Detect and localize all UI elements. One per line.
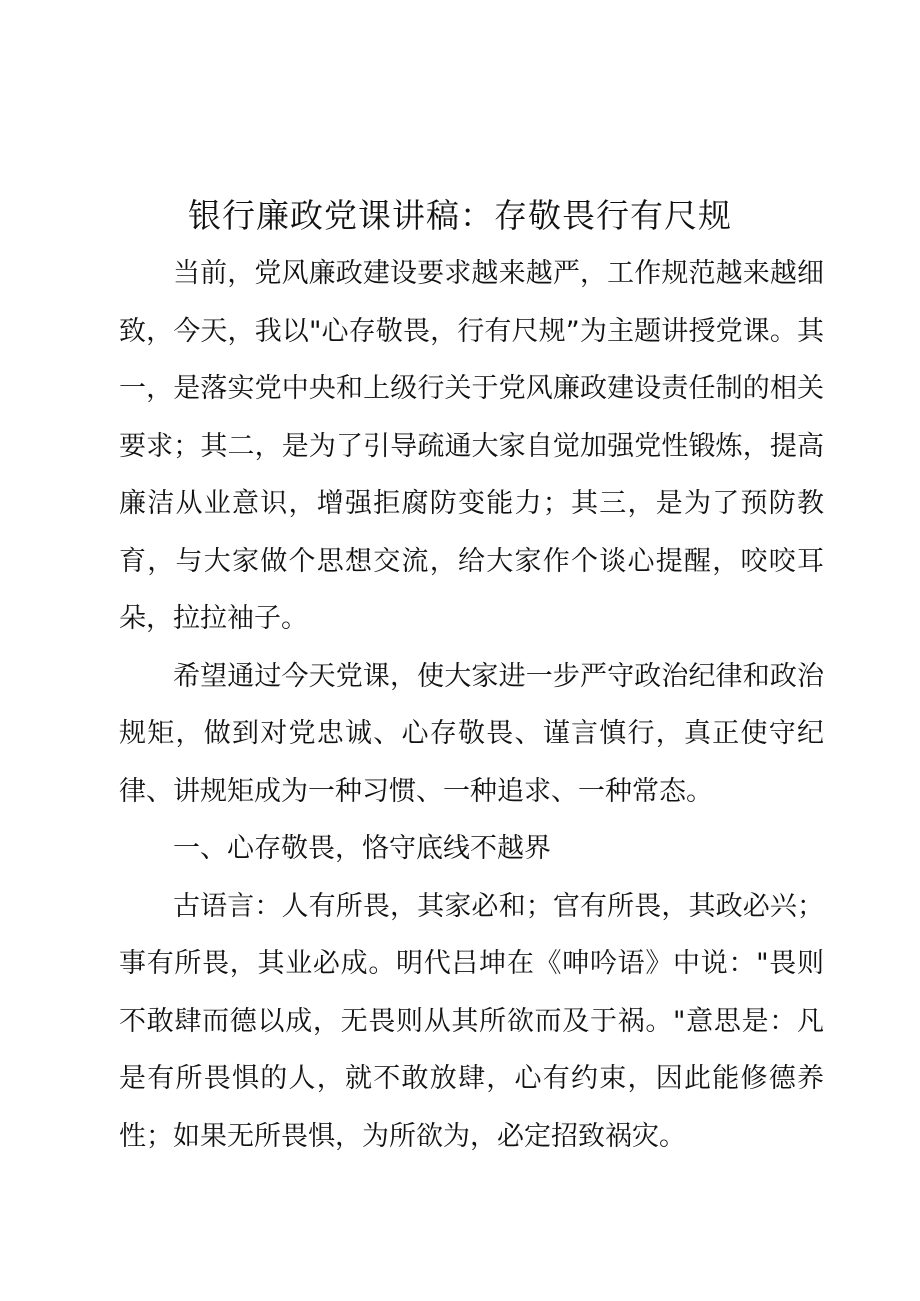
paragraph-hope: 希望通过今天党课，使大家进一步严守政治纪律和政治规矩，做到对党忠诚、心存敬畏、谨言慎行，真正使守纪律、讲规矩成为一种习惯、一种追求、一种常态。 bbox=[119, 660, 824, 807]
document-title: 银行廉政党课讲稿：存敬畏行有尺规 bbox=[188, 196, 732, 236]
paragraph-classical-quote: 古语言：人有所畏，其家必和；官有所畏，其政必兴；事有所畏，其业必成。明代吕坤在《呻吟语》中说："畏则不敢肆而德以成，无畏则从其所欲而及于祸。"意思是：凡是有所畏惧的人，就不敢放肆，心有约束，因此能修德养性；如果无所畏惧，为所欲为，必定招致祸灾。 bbox=[119, 890, 824, 1152]
section-heading-1: 一、心存敬畏，恪守底线不越界 bbox=[173, 833, 551, 864]
paragraph-intro: 当前，党风廉政建设要求越来越严，工作规范越来越细致，今天，我以"心存敬畏，行有尺规”为主题讲授党课。其一，是落实党中央和上级行关于党风廉政建设责任制的相关要求；其二，是为了引导疏通大家自觉加强党性锻炼，提高廉洁从业意识，增强拒腐防变能力；其三，是为了预防教育，与大家做个思想交流，给大家作个谈心提醒，咬咬耳朵，拉拉袖子。 bbox=[119, 258, 824, 634]
document-body bbox=[119, 245, 824, 1165]
